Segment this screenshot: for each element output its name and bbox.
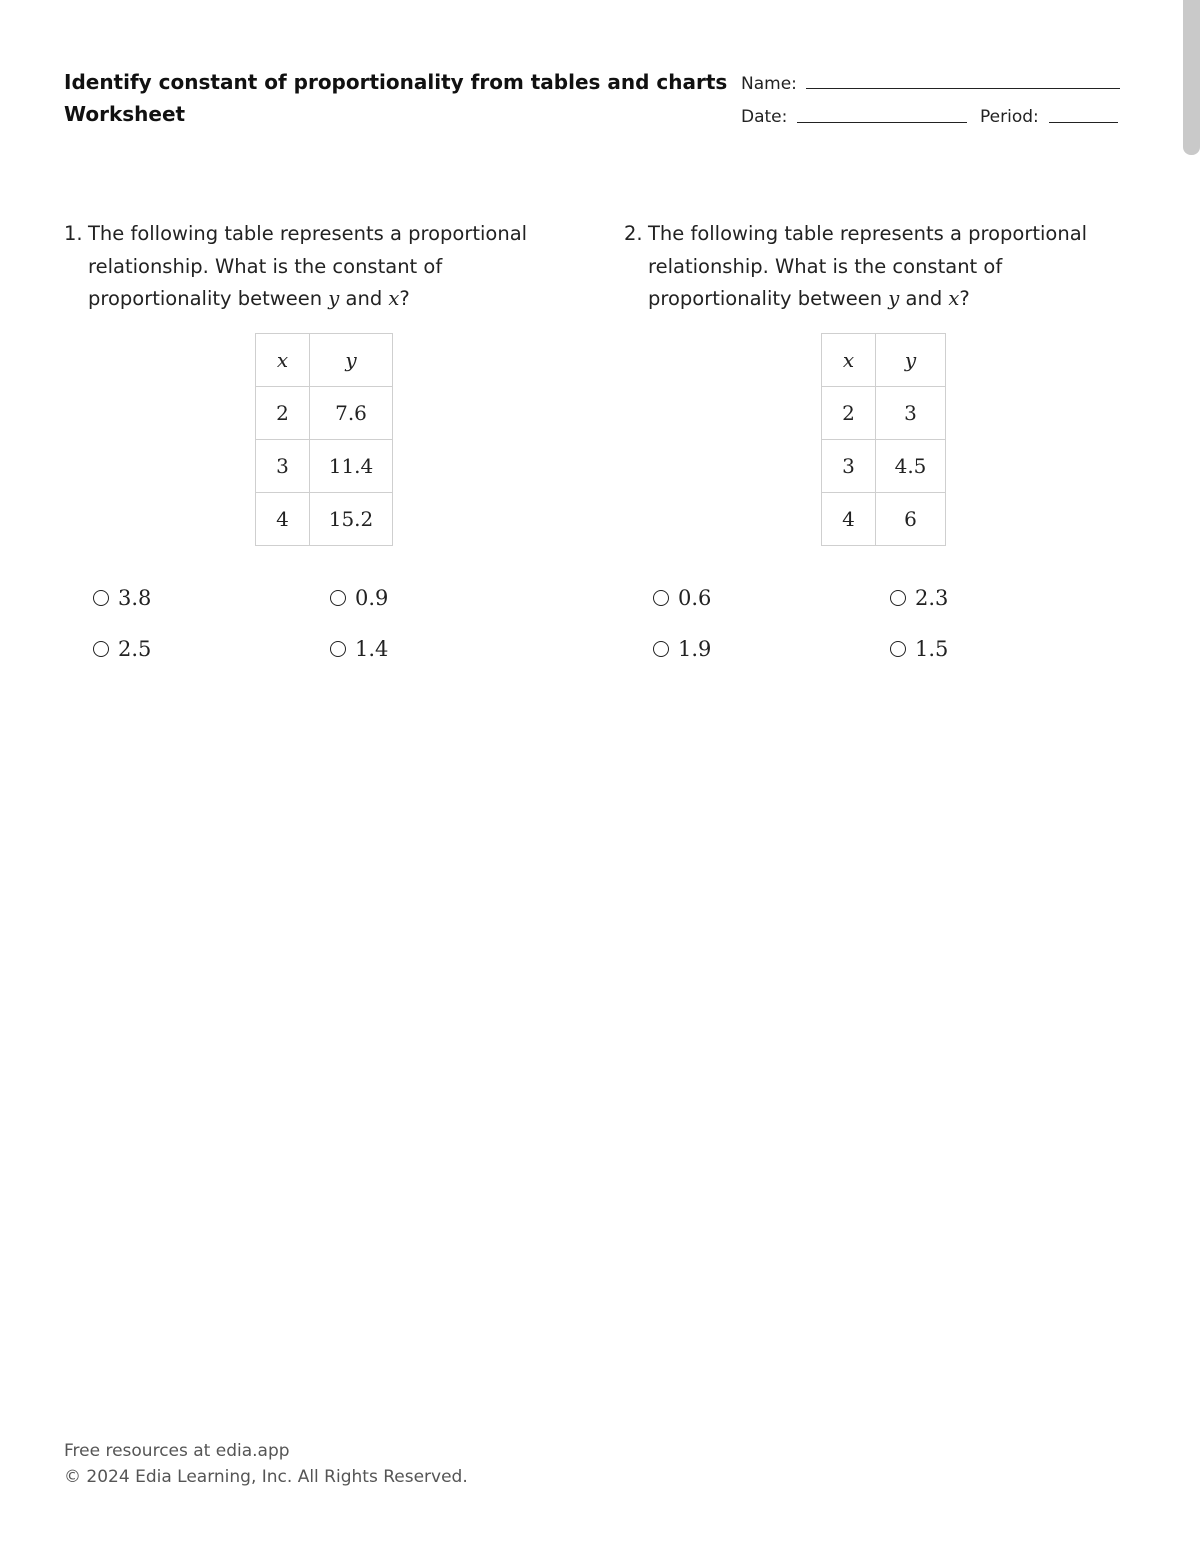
choice-label: 3.8 xyxy=(118,586,152,610)
question-2 xyxy=(624,218,1104,316)
name-field-line[interactable] xyxy=(806,88,1120,89)
q2-choice-c[interactable] xyxy=(653,637,711,661)
question-mark: ? xyxy=(399,287,410,310)
radio-button-icon[interactable] xyxy=(330,590,346,606)
q2-choice-d[interactable] xyxy=(890,637,948,661)
table-cell: 3 xyxy=(822,440,876,493)
question-conjunction: and xyxy=(345,287,383,310)
radio-button-icon[interactable] xyxy=(330,641,346,657)
table-header-x: x xyxy=(822,334,876,387)
table-row xyxy=(822,440,946,493)
radio-button-icon[interactable] xyxy=(890,641,906,657)
table-row xyxy=(256,440,393,493)
table-cell: 3 xyxy=(256,440,310,493)
table-header-row xyxy=(256,334,393,387)
question-mark: ? xyxy=(959,287,970,310)
table-cell: 4 xyxy=(822,493,876,546)
table-header-y: y xyxy=(876,334,946,387)
table-cell: 4 xyxy=(256,493,310,546)
radio-button-icon[interactable] xyxy=(93,590,109,606)
question-prompt: The following table represents a proportional relationship. What is the constant of proportionality between xyxy=(648,222,1088,310)
title-line-1: Identify constant of proportionality from tables and charts xyxy=(64,70,728,94)
question-2-table xyxy=(821,333,946,546)
worksheet-title xyxy=(64,66,727,130)
variable-x: x xyxy=(948,287,960,310)
q2-choice-a[interactable] xyxy=(653,586,711,610)
name-label: Name: xyxy=(741,74,797,94)
question-number: 2. xyxy=(624,222,643,245)
radio-button-icon[interactable] xyxy=(653,590,669,606)
q1-choice-d[interactable] xyxy=(330,637,388,661)
table-cell: 15.2 xyxy=(310,493,393,546)
title-line-2: Worksheet xyxy=(64,102,186,126)
table-cell: 6 xyxy=(876,493,946,546)
question-text xyxy=(624,218,1104,316)
choice-label: 0.9 xyxy=(355,586,389,610)
footer-copyright: © 2024 Edia Learning, Inc. All Rights Reserved. xyxy=(64,1467,468,1487)
table-cell: 2 xyxy=(256,387,310,440)
table-cell: 2 xyxy=(822,387,876,440)
table-row xyxy=(256,493,393,546)
table-header-x: x xyxy=(256,334,310,387)
q1-choice-a[interactable] xyxy=(93,586,151,610)
scrollbar-thumb[interactable] xyxy=(1183,0,1200,155)
question-conjunction: and xyxy=(905,287,943,310)
question-1-table xyxy=(255,333,393,546)
radio-button-icon[interactable] xyxy=(93,641,109,657)
date-field-line[interactable] xyxy=(797,122,967,123)
period-label: Period: xyxy=(980,107,1039,127)
table-cell: 3 xyxy=(876,387,946,440)
q1-choice-c[interactable] xyxy=(93,637,151,661)
variable-y: y xyxy=(328,287,340,310)
choice-label: 2.5 xyxy=(118,637,152,661)
choice-label: 1.5 xyxy=(915,637,949,661)
question-number: 1. xyxy=(64,222,83,245)
period-field-line[interactable] xyxy=(1049,122,1118,123)
question-prompt: The following table represents a proportional relationship. What is the constant of proportionality between xyxy=(88,222,528,310)
question-text xyxy=(64,218,544,316)
variable-y: y xyxy=(888,287,900,310)
table-header-y: y xyxy=(310,334,393,387)
table-row xyxy=(256,387,393,440)
table-row xyxy=(822,493,946,546)
radio-button-icon[interactable] xyxy=(890,590,906,606)
choice-label: 1.4 xyxy=(355,637,389,661)
choice-label: 2.3 xyxy=(915,586,949,610)
footer-resources-link[interactable]: Free resources at edia.app xyxy=(64,1441,290,1461)
table-cell: 7.6 xyxy=(310,387,393,440)
table-header-row xyxy=(822,334,946,387)
radio-button-icon[interactable] xyxy=(653,641,669,657)
q1-choice-b[interactable] xyxy=(330,586,388,610)
date-label: Date: xyxy=(741,107,788,127)
question-1 xyxy=(64,218,544,316)
table-cell: 4.5 xyxy=(876,440,946,493)
table-row xyxy=(822,387,946,440)
q2-choice-b[interactable] xyxy=(890,586,948,610)
choice-label: 1.9 xyxy=(678,637,712,661)
choice-label: 0.6 xyxy=(678,586,712,610)
variable-x: x xyxy=(388,287,400,310)
table-cell: 11.4 xyxy=(310,440,393,493)
